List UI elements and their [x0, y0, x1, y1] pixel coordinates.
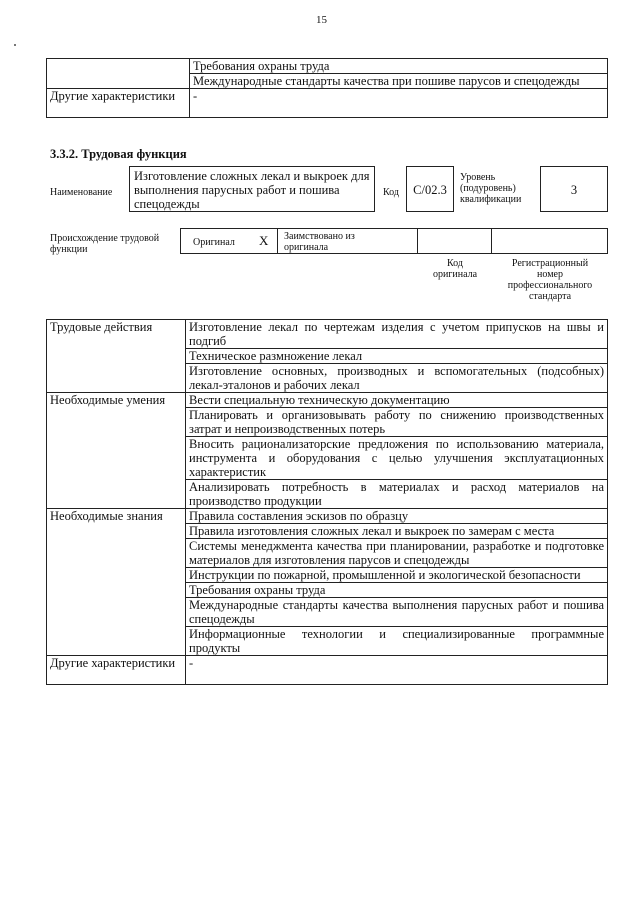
- table-row: [47, 509, 608, 524]
- table-cell: Изготовление лекал по чертежам изделия с учетом припусков на швы и подгиб: [186, 320, 608, 349]
- divider: [277, 228, 278, 254]
- scan-speck: [14, 44, 16, 46]
- function-name-value: Изготовление сложных лекал и выкроек для выполнения парусных работ и пошива спецодежды: [129, 166, 375, 212]
- original-label: Оригинал: [193, 237, 235, 248]
- table-cell: Информационные технологии и специализированные программные продукты: [186, 627, 608, 656]
- registration-number-caption: Регистрационный номер профессионального стандарта: [507, 258, 593, 302]
- divider: [491, 228, 492, 254]
- table-cell: Международные стандарты качества при пошиве парусов и спецодежды: [190, 74, 608, 89]
- table-cell-label: Другие характеристики: [47, 89, 190, 118]
- page-number: 15: [316, 14, 327, 26]
- top-continuation-table: [46, 58, 608, 118]
- table-row: [47, 320, 608, 349]
- table-cell: Анализировать потребность в материалах и расход материалов на производство продукции: [186, 480, 608, 509]
- level-label: Уровень (подуровень) квалификации: [460, 172, 522, 205]
- table-cell: Правила изготовления сложных лекал и выкроек по замерам с места: [186, 524, 608, 539]
- table-cell: Вносить рационализаторские предложения по использованию материала, инструмента и оборудования с целью улучшения эксплуатационных характеристик: [186, 437, 608, 480]
- table-cell: Планировать и организовывать работу по снижению производственных затрат и непроизводственных потерь: [186, 408, 608, 437]
- table-cell: Техническое размножение лекал: [186, 349, 608, 364]
- section-heading: 3.3.2. Трудовая функция: [50, 147, 187, 161]
- name-label: Наименование: [50, 187, 113, 198]
- group-label: Необходимые знания: [47, 509, 186, 656]
- table-cell: Международные стандарты качества выполнения парусных работ и пошива спецодежды: [186, 598, 608, 627]
- origin-label: Происхождение трудовой функции: [50, 233, 160, 255]
- function-code-value: C/02.3: [406, 166, 454, 212]
- code-original-caption: Код оригинала: [432, 258, 478, 280]
- table-row: [47, 89, 608, 118]
- table-cell: Системы менеджмента качества при планировании, разработке и подготовке материалов для изготовления парусов и спецодежды: [186, 539, 608, 568]
- table-cell-empty: [47, 59, 190, 89]
- table-cell: -: [190, 89, 608, 118]
- table-cell: Инструкции по пожарной, промышленной и экологической безопасности: [186, 568, 608, 583]
- table-cell: -: [186, 656, 608, 685]
- table-row: [47, 656, 608, 685]
- borrowed-label: Заимствовано из оригинала: [284, 231, 355, 253]
- table-cell: Вести специальную техническую документацию: [186, 393, 608, 408]
- table-row: [47, 393, 608, 408]
- table-cell: Изготовление основных, производных и вспомогательных (подсобных) лекал-эталонов и рабочих лекал: [186, 364, 608, 393]
- group-label: Другие характеристики: [47, 656, 186, 685]
- level-value: 3: [540, 166, 608, 212]
- divider: [417, 228, 418, 254]
- group-label: Необходимые умения: [47, 393, 186, 509]
- table-cell: Правила составления эскизов по образцу: [186, 509, 608, 524]
- labor-function-table: [46, 319, 608, 685]
- original-mark: X: [259, 233, 269, 248]
- group-label: Трудовые действия: [47, 320, 186, 393]
- table-cell: Требования охраны труда: [190, 59, 608, 74]
- code-label: Код: [383, 187, 399, 198]
- table-row: [47, 59, 608, 74]
- origin-box: [180, 228, 608, 254]
- table-cell: Требования охраны труда: [186, 583, 608, 598]
